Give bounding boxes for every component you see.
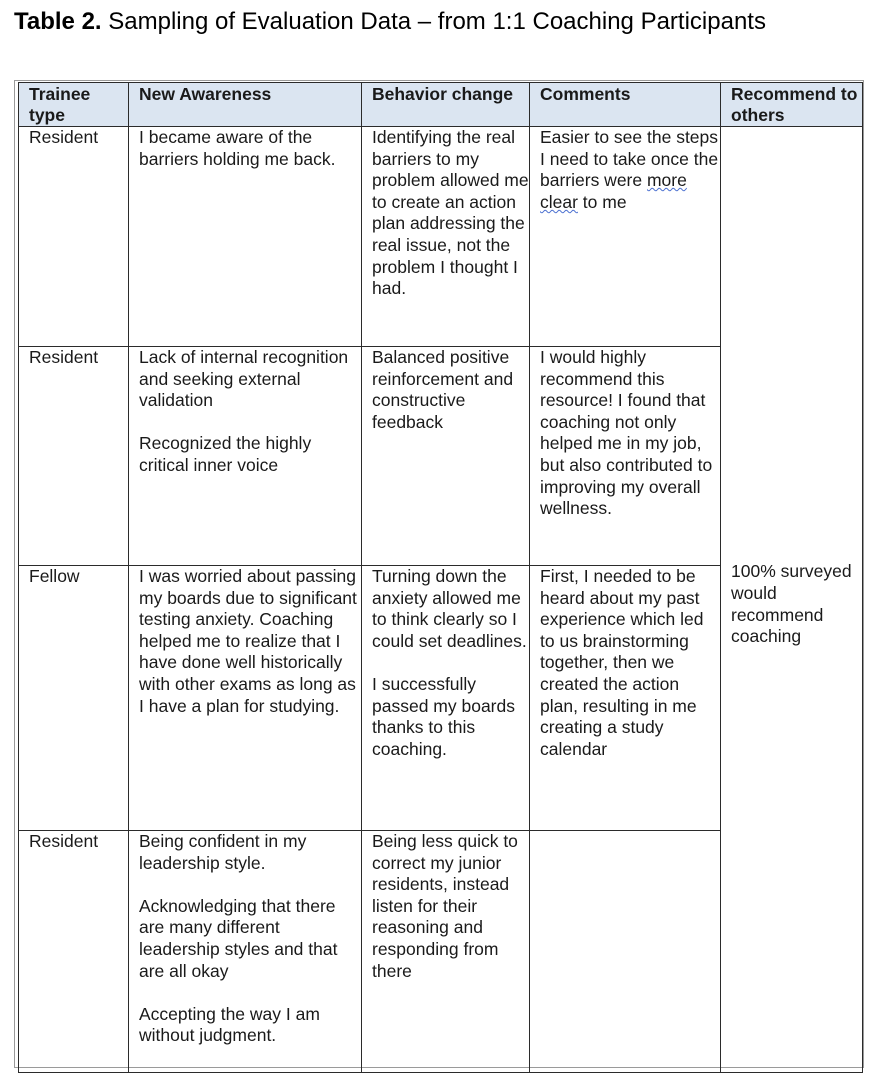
behavior-change-cell <box>362 127 530 347</box>
trainee-type-cell: Resident <box>19 127 129 347</box>
table-row <box>19 127 863 347</box>
cell-paragraph: I became aware of the barriers holding me back. <box>139 127 336 169</box>
cell-paragraph: Recognized the highly critical inner voice <box>139 433 312 475</box>
cell-paragraph: Lack of internal recognition and seeking external validation <box>139 347 349 411</box>
table-caption <box>14 8 766 36</box>
cell-paragraph: Balanced positive reinforcement and constructive feedback <box>372 347 514 432</box>
new-awareness-cell <box>129 566 362 831</box>
cell-paragraph: Being confident in my leadership style. <box>139 831 307 873</box>
caption-label: Table 2. <box>14 8 102 35</box>
comments-cell: I would highly recommend this resource! I found that coaching not only helped me in my job, but also contributed to improving my overall wellness. <box>530 347 721 566</box>
header-behavior-change: Behavior change <box>362 83 530 127</box>
trainee-type-cell: Resident <box>19 831 129 1073</box>
comment-text: Easier to see the steps I need to take once the barriers were <box>540 127 719 191</box>
header-recommend: Recommend to others <box>721 83 863 127</box>
new-awareness-cell <box>129 347 362 566</box>
behavior-change-cell <box>362 566 530 831</box>
cell-paragraph: Being less quick to correct my junior residents, instead listen for their reasoning and responding from there <box>372 831 518 981</box>
cell-paragraph: Acknowledging that there are many different leadership styles and that are all okay <box>139 895 338 981</box>
behavior-change-cell <box>362 831 530 1073</box>
comment-text: to me <box>577 191 627 212</box>
cell-paragraph: Accepting the way I am without judgment. <box>139 1003 320 1046</box>
cell-paragraph: I successfully passed my boards thanks to this coaching. <box>372 673 515 759</box>
new-awareness-cell <box>129 831 362 1073</box>
trainee-type-cell: Resident <box>19 347 129 566</box>
comments-cell <box>530 127 721 347</box>
recommend-cell: 100% surveyed would recommend coaching <box>721 127 863 1073</box>
header-comments: Comments <box>530 83 721 127</box>
new-awareness-cell <box>129 127 362 347</box>
comments-cell <box>530 831 721 1073</box>
evaluation-table <box>18 82 863 1073</box>
cell-paragraph: I was worried about passing my boards due to significant testing anxiety. Coaching helped me to realize that I have done well historically with other exams as long as I have a plan for studying. <box>139 566 357 716</box>
header-new-awareness: New Awareness <box>129 83 362 127</box>
caption-text: Sampling of Evaluation Data – from 1:1 Coaching Participants <box>101 8 766 35</box>
cell-paragraph: Turning down the anxiety allowed me to think clearly so I could set deadlines. <box>372 566 527 651</box>
comments-cell: First, I needed to be heard about my past experience which led to us brainstorming together, then we created the action plan, resulting in me creating a study calendar <box>530 566 721 831</box>
grammar-flagged-text: more clear <box>540 170 687 212</box>
trainee-type-cell: Fellow <box>19 566 129 831</box>
cell-paragraph: Identifying the real barriers to my problem allowed me to create an action plan addressing the real issue, not the problem I thought I had. <box>372 127 529 299</box>
behavior-change-cell <box>362 347 530 566</box>
header-trainee-type: Trainee type <box>19 83 129 127</box>
header-row <box>19 83 863 127</box>
